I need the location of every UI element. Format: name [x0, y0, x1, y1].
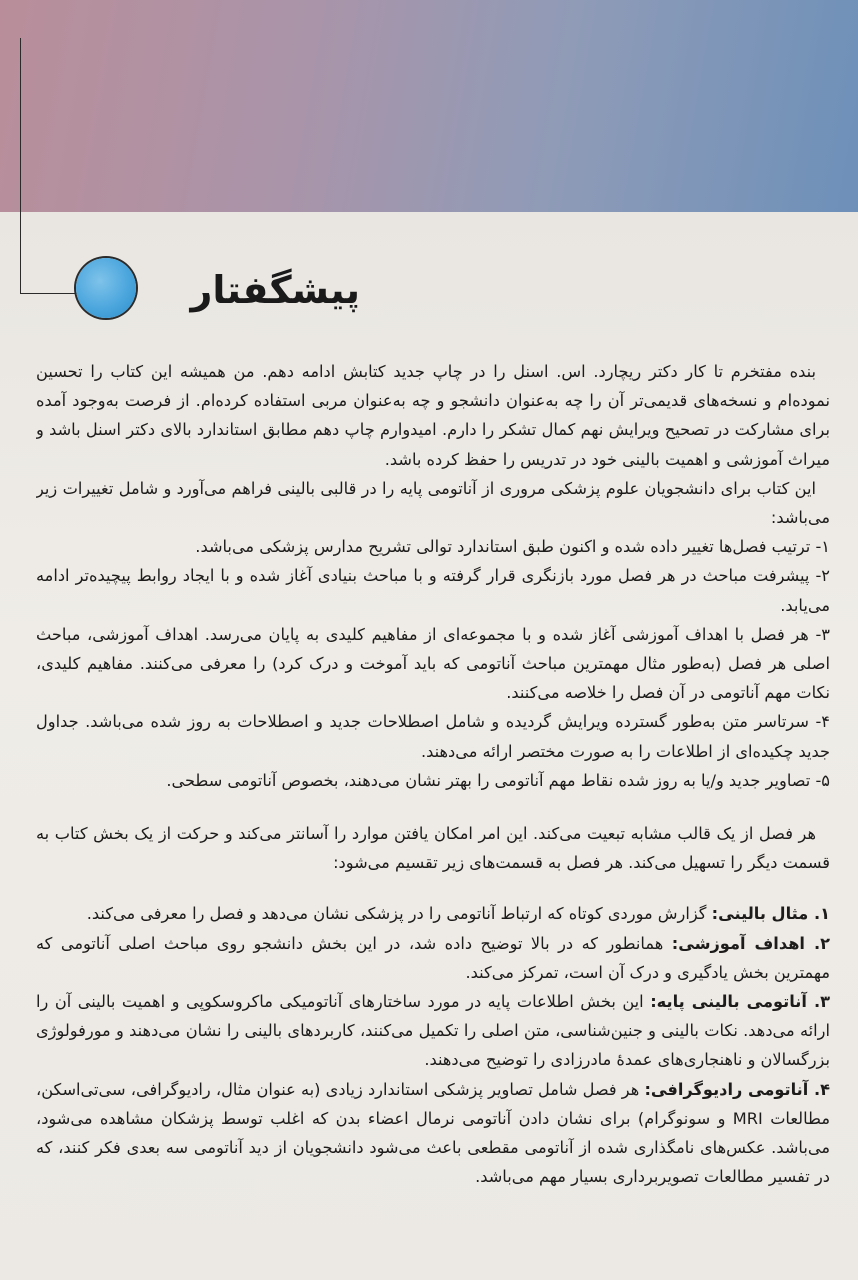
section-item-4	[36, 1075, 830, 1192]
change-item-5: ۵- تصاویر جدید و/یا به روز شده نقاط مهم آناتومی را بهتر نشان می‌دهند، بخصوص آناتومی سطحی.	[166, 770, 830, 790]
spacer	[36, 795, 830, 819]
heading-bullet-dot	[76, 258, 136, 318]
text-column	[36, 357, 830, 1257]
section-item-3-term: ۳. آناتومی بالینی پایه:	[650, 992, 830, 1012]
section-item-2-text: همانطور که در بالا توضیح داده شد، در این بخش دانشجو روی مباحث اصلی آناتومی که مهمترین بخش یادگیری و درک آن است، تمرکز می‌کند.	[36, 933, 830, 982]
page-title: پیشگفتار	[190, 268, 360, 312]
spacer	[36, 877, 830, 899]
change-item-1: ۱- ترتیب فصل‌ها تغییر داده شده و اکنون طبق استاندارد توالی تشریح مدارس پزشکی می‌باشد.	[195, 537, 830, 557]
header-gradient-band	[0, 0, 858, 212]
intro-paragraph-2: این کتاب برای دانشجویان علوم پزشکی مروری از آناتومی پایه را در قالبی بالینی فراهم می‌آورد و شامل تغییرات زیر می‌باشد:	[36, 478, 830, 528]
heading-bracket-horizontal-line	[20, 293, 80, 294]
section-item-3-text: این بخش اطلاعات پایه در مورد ساختارهای آناتومیکی ماکروسکوپی و اهمیت بالینی آن را ارائه می‌دهد. نکات بالینی و جنین‌شناسی، متن اصلی را تکمیل می‌کنند، کاربردهای بالینی را نشان می‌دهند و مورفولوژی بزرگسالان و ناهنجاری‌های عمدهٔ مادرزادی را توضیح می‌دهند.	[36, 992, 830, 1070]
section-item-4-text: هر فصل شامل تصاویر پزشکی استاندارد زیادی (به عنوان مثال، رادیوگرافی، سی‌تی‌اسکن، مطالعات MRI و سونوگرام) برای نشان دادن آناتومی نرمال اعضاء بدن که اغلب توسط پزشکان مشاهده می‌شود، می‌باشد. عکس‌های نامگذاری شده از آناتومی مقطعی باعث می‌شود دانشجویان از دید آناتومی سه بعدی فکر کنند، که در تفسیر مطالعات تصویربرداری بسیار مهم می‌باشد.	[36, 1079, 830, 1187]
structure-intro-paragraph: هر فصل از یک قالب مشابه تبعیت می‌کند. این امر امکان یافتن موارد را آسانتر می‌کند و حرکت از یک بخش کتاب به قسمت دیگر را تسهیل می‌کند. هر فصل به قسمت‌های زیر تقسیم می‌شود:	[36, 824, 830, 873]
change-item-2: ۲- پیشرفت مباحث در هر فصل مورد بازنگری قرار گرفته و با مباحث بنیادی آغاز شده و با ایجاد روابط پیچیده‌تر ادامه می‌یابد.	[36, 566, 830, 615]
section-item-3	[36, 987, 830, 1075]
section-item-4-term: ۴. آناتومی رادیوگرافی:	[644, 1079, 830, 1099]
section-item-1-term: ۱. مثال بالینی:	[711, 904, 830, 924]
section-item-1	[36, 899, 830, 928]
section-item-1-text: گزارش موردی کوتاه که ارتباط آناتومی را در پزشکی نشان می‌دهد و فصل را معرفی می‌کند.	[86, 904, 712, 924]
intro-paragraph-1: بنده مفتخرم تا کار دکتر ریچارد. اس. اسنل را در چاپ جدید کتابش ادامه دهم. من همیشه این کتاب را تحسین نموده‌ام و نسخه‌های قدیمی‌تر آن را چه به‌عنوان دانشجو و چه به‌عنوان مربی استفاده کرده‌ام. از فرصت به‌وجود آمده برای مشارکت در تصحیح ویرایش نهم کمال تشکر را دارم. امیدوارم چاپ دهم مطابق استاندارد بالای دکتر اسنل باشد و میراث آموزشی و اهمیت بالینی خود در تدریس را حفظ کرده باشد.	[36, 362, 830, 469]
change-item-3: ۳- هر فصل با اهداف آموزشی آغاز شده و با مجموعه‌ای از مفاهیم کلیدی به پایان می‌رسد. اهداف آموزشی، مباحث اصلی هر فصل (به‌طور مثال مهمترین مباحث آناتومی که باید آموخت و درک کرد) را معرفی می‌کنند. مفاهیم کلیدی، نکات مهم آناتومی در آن فصل را خلاصه می‌کنند.	[36, 624, 830, 703]
change-item-4: ۴- سرتاسر متن به‌طور گسترده ویرایش گردیده و شامل اصطلاحات جدید و اصطلاحات به روز شده می‌باشد. جداول جدید چکیده‌ای از اطلاعات را به صورت مختصر ارائه می‌دهند.	[36, 712, 830, 761]
heading-bracket-vertical-line	[20, 38, 21, 294]
section-item-2-term: ۲. اهداف آموزشی:	[671, 933, 830, 953]
section-item-2	[36, 929, 830, 987]
